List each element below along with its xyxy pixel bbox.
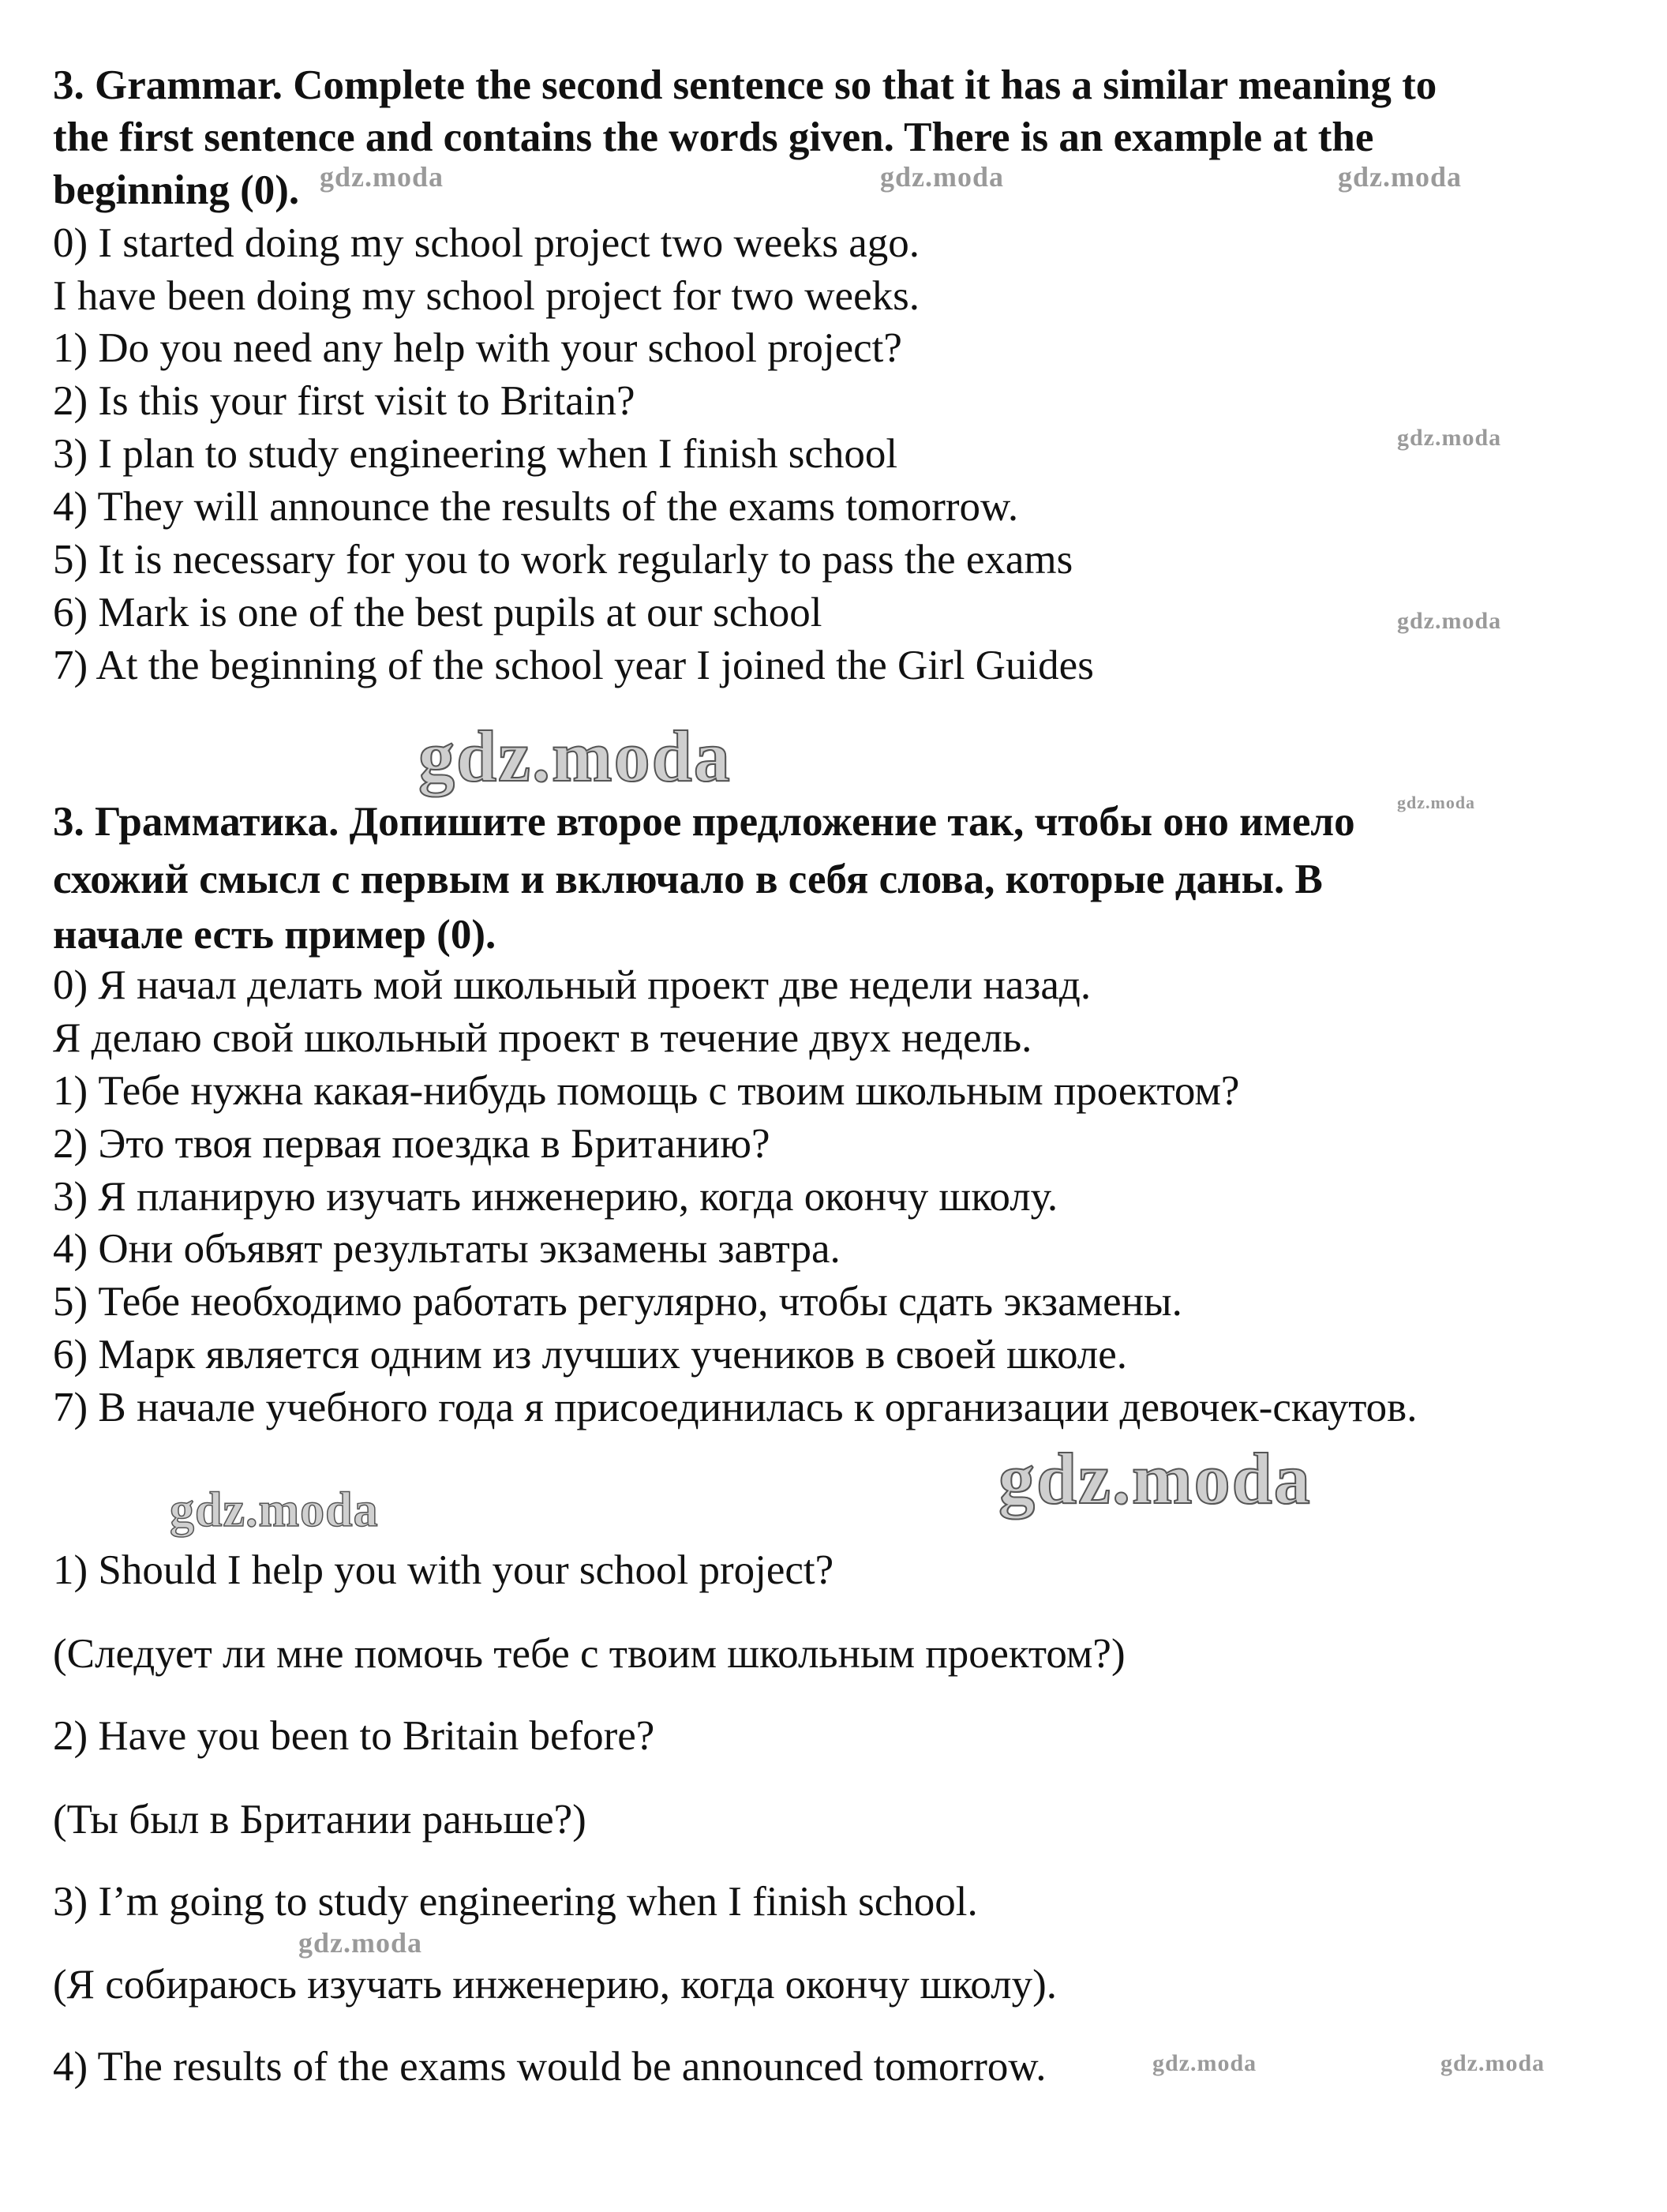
english-heading-line-2: the first sentence and contains the words given. There is an example at the — [53, 114, 1374, 160]
answer-2-translation: (Ты был в Британии раньше?) — [53, 1797, 586, 1843]
watermark: gdz.moda — [998, 1438, 1312, 1519]
answer-1: 1) Should I help you with your school project? — [53, 1547, 834, 1593]
english-line-5: 5) It is necessary for you to work regularly to pass the exams — [53, 537, 1073, 583]
watermark: gdz.moda — [298, 1927, 423, 1959]
russian-line-7: 7) В начале учебного года я присоединилась к организации девочек-скаутов. — [53, 1385, 1418, 1430]
answer-3: 3) I’m going to study engineering when I finish school. — [53, 1879, 978, 1925]
russian-heading-line-2: схожий смысл с первым и включало в себя слова, которые даны. В — [53, 857, 1323, 902]
watermark: gdz.moda — [1338, 161, 1463, 193]
russian-line-6: 6) Марк является одним из лучших учеников в своей школе. — [53, 1332, 1127, 1378]
russian-line-2: 2) Это твоя первая поездка в Британию? — [53, 1121, 770, 1167]
watermark: gdz.moda — [1397, 425, 1502, 451]
watermark: gdz.moda — [320, 161, 444, 193]
russian-line-5: 5) Тебе необходимо работать регулярно, чтобы сдать экзамены. — [53, 1279, 1182, 1325]
russian-line-4: 4) Они объявят результаты экзамены завтра. — [53, 1226, 841, 1272]
watermark: gdz.moda — [418, 716, 732, 797]
english-line-0: 0) I started doing my school project two weeks ago. — [53, 220, 920, 266]
english-line-1: 1) Do you need any help with your school project? — [53, 325, 902, 371]
watermark: gdz.moda — [880, 161, 1005, 193]
english-line-7: 7) At the beginning of the school year I joined the Girl Guides — [53, 643, 1094, 688]
watermark: gdz.moda — [1397, 608, 1502, 634]
answer-1-translation: (Следует ли мне помочь тебе с твоим школьным проектом?) — [53, 1631, 1126, 1677]
english-line-0-rewrite: I have been doing my school project for two weeks. — [53, 273, 920, 319]
watermark: gdz.moda — [170, 1483, 379, 1537]
answer-2: 2) Have you been to Britain before? — [53, 1713, 655, 1759]
russian-line-0-rewrite: Я делаю свой школьный проект в течение двух недель. — [53, 1015, 1032, 1061]
russian-line-0: 0) Я начал делать мой школьный проект две недели назад. — [53, 962, 1092, 1008]
watermark: gdz.moda — [1397, 793, 1476, 812]
answer-4: 4) The results of the exams would be announced tomorrow. — [53, 2044, 1047, 2090]
english-line-3: 3) I plan to study engineering when I finish school — [53, 431, 898, 477]
russian-heading-line-1: 3. Грамматика. Допишите второе предложение так, чтобы оно имело — [53, 799, 1355, 845]
watermark: gdz.moda — [1152, 2050, 1257, 2076]
english-heading-line-3: beginning (0). — [53, 167, 300, 213]
answer-3-translation: (Я собираюсь изучать инженерию, когда окончу школу). — [53, 1962, 1057, 2008]
english-line-4: 4) They will announce the results of the exams tomorrow. — [53, 484, 1019, 530]
russian-line-1: 1) Тебе нужна какая-нибудь помощь с твоим школьным проектом? — [53, 1068, 1240, 1114]
english-heading-line-1: 3. Grammar. Complete the second sentence so that it has a similar meaning to — [53, 62, 1437, 108]
english-line-2: 2) Is this your first visit to Britain? — [53, 378, 635, 424]
watermark: gdz.moda — [1440, 2050, 1545, 2076]
russian-line-3: 3) Я планирую изучать инженерию, когда окончу школу. — [53, 1174, 1058, 1220]
russian-heading-line-3: начале есть пример (0). — [53, 912, 496, 958]
english-line-6: 6) Mark is one of the best pupils at our school — [53, 590, 822, 635]
